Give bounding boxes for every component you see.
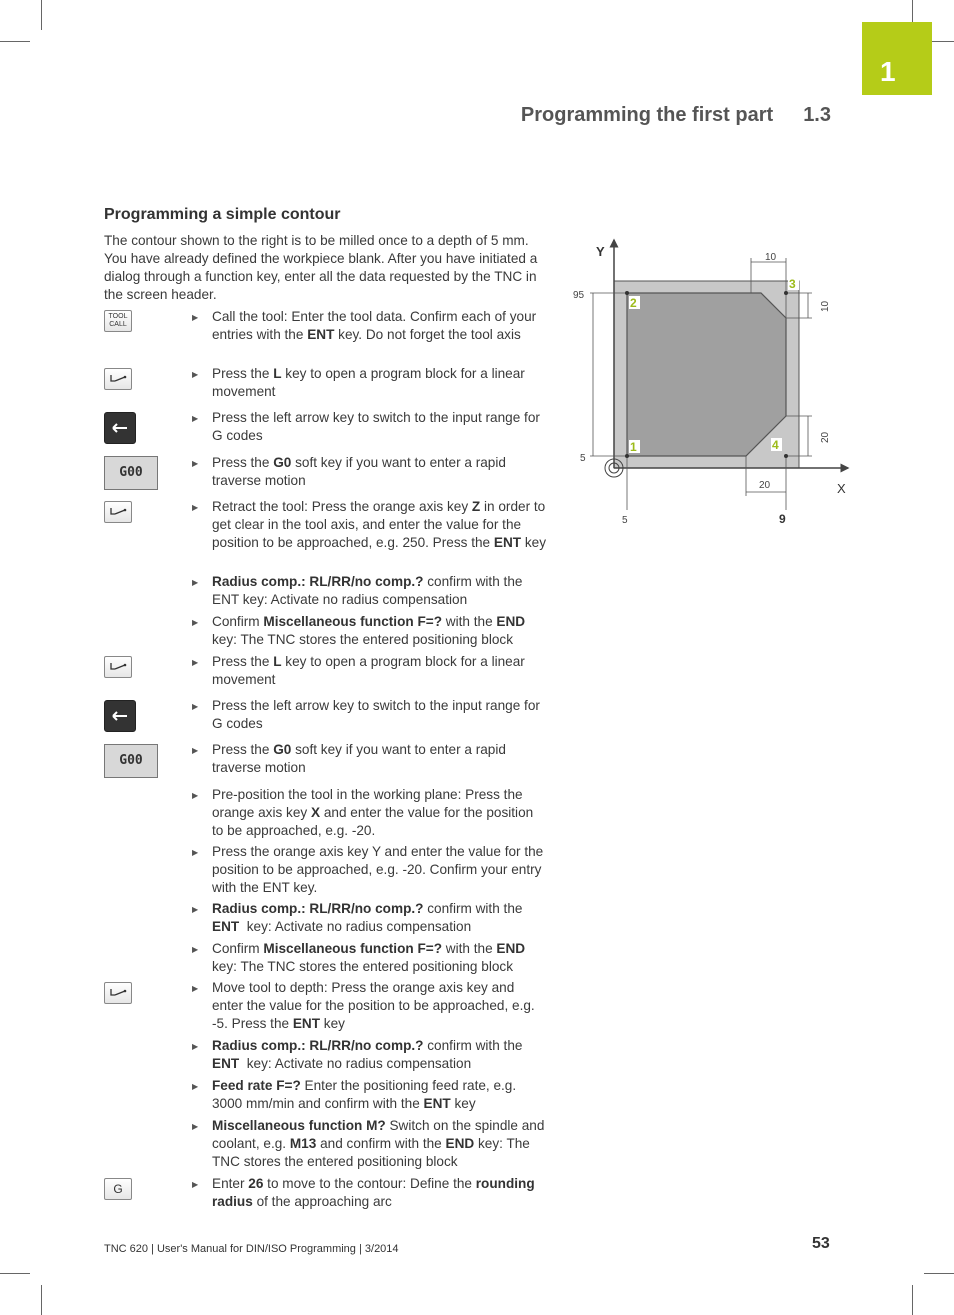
page-number: 53 bbox=[812, 1235, 830, 1252]
dim-20-bottom: 20 bbox=[759, 480, 771, 491]
g-key-icon: G bbox=[104, 1178, 132, 1200]
g00-softkey-icon: G00 bbox=[104, 456, 158, 490]
step-radius-comp: ▶ Radius comp.: RL/RR/no comp.? confirm with the ENT key: Activate no radius compensation bbox=[212, 900, 546, 936]
line-key-icon bbox=[104, 656, 132, 678]
crop-mark bbox=[912, 1285, 913, 1315]
step-preposition-y: ▶ Press the orange axis key Y and enter the value for the position to be approached, e.g. -20. Confirm your entry with the ENT key. bbox=[212, 843, 546, 897]
step-radius-comp: ▶ Radius comp.: RL/RR/no comp.? confirm with the ENT key: Activate no radius compensation bbox=[212, 573, 546, 609]
step-g0: ▶ Press the G0 soft key if you want to enter a rapid traverse motion bbox=[212, 454, 546, 490]
arrow-left-key-icon bbox=[104, 700, 136, 732]
step-radius-comp: ▶ Radius comp.: RL/RR/no comp.? confirm with the ENT key: Activate no radius compensation bbox=[212, 1037, 546, 1073]
dim-5-bottom: 5 bbox=[622, 515, 628, 526]
chapter-number: 1 bbox=[880, 56, 896, 87]
dim-5-left: 5 bbox=[580, 453, 586, 464]
step-press-l: ▶ Press the L key to open a program block for a linear movement bbox=[212, 653, 546, 689]
step-feed-rate: ▶ Feed rate F=? Enter the positioning feed rate, e.g. 3000 mm/min and confirm with the ENT key bbox=[212, 1077, 546, 1113]
step-left-arrow: ▶ Press the left arrow key to switch to the input range for G codes bbox=[212, 409, 546, 445]
dim-95: 95 bbox=[573, 290, 585, 301]
step-tool-call: ▶ Call the tool: Enter the tool data. Confirm each of your entries with the ENT key. Do not forget the tool axis bbox=[212, 308, 546, 344]
crop-mark bbox=[924, 1273, 954, 1274]
crop-mark bbox=[41, 0, 42, 30]
dim-10-top: 10 bbox=[765, 252, 777, 263]
crop-mark bbox=[0, 1273, 30, 1274]
tool-call-key-icon: TOOL CALL bbox=[104, 310, 132, 332]
step-move-depth: ▶ Move tool to depth: Press the orange axis key and enter the value for the position to be approached, e.g. -5. Press the ENT key bbox=[212, 979, 546, 1033]
arrow-left-key-icon bbox=[104, 412, 136, 444]
contour-figure bbox=[560, 232, 860, 532]
g00-softkey-icon: G00 bbox=[104, 744, 158, 778]
line-key-icon bbox=[104, 368, 132, 390]
point-3: 3 bbox=[789, 277, 796, 291]
footer-text: TNC 620 | User's Manual for DIN/ISO Programming | 3/2014 bbox=[104, 1243, 399, 1255]
step-retract: ▶ Retract the tool: Press the orange axis key Z in order to get clear in the tool axis, and enter the value for the position to be approached, e.g. 250. Press the ENT key bbox=[212, 498, 546, 552]
step-misc-function: ▶ Confirm Miscellaneous function F=? with the END key: The TNC stores the entered positioning block bbox=[212, 613, 546, 649]
section-heading: Programming a simple contour bbox=[104, 206, 341, 223]
step-press-l: ▶ Press the L key to open a program block for a linear movement bbox=[212, 365, 546, 401]
step-g0: ▶ Press the G0 soft key if you want to enter a rapid traverse motion bbox=[212, 741, 546, 777]
intro-paragraph: The contour shown to the right is to be milled once to a depth of 5 mm. You have already defined the workpiece blank. After you have initiated a dialog through a function key, enter all the data requested by the TNC in the screen header. bbox=[104, 233, 538, 302]
line-key-icon bbox=[104, 982, 132, 1004]
dim-20-right: 20 bbox=[820, 431, 831, 443]
step-misc-m: ▶ Miscellaneous function M? Switch on the spindle and coolant, e.g. M13 and confirm with the END key: The TNC stores the entered positioning block bbox=[212, 1117, 546, 1171]
dim-10-right: 10 bbox=[820, 300, 831, 312]
point-2: 2 bbox=[630, 296, 637, 310]
x-axis-label: X bbox=[837, 481, 846, 496]
header-section: 1.3 bbox=[803, 104, 831, 126]
step-preposition-x: ▶ Pre-position the tool in the working plane: Press the orange axis key X and enter the value for the position to be approached, e.g. -20. bbox=[212, 786, 546, 840]
header-title: Programming the first part bbox=[520, 104, 774, 126]
step-left-arrow: ▶ Press the left arrow key to switch to the input range for G codes bbox=[212, 697, 546, 733]
step-misc-function: ▶ Confirm Miscellaneous function F=? with the END key: The TNC stores the entered positioning block bbox=[212, 940, 546, 976]
y-axis-label: Y bbox=[596, 244, 605, 259]
contour-outline bbox=[627, 293, 786, 456]
point-4: 4 bbox=[772, 438, 779, 452]
step-enter-26: ▶ Enter 26 to move to the contour: Define the rounding radius of the approaching arc bbox=[212, 1175, 546, 1211]
dim-9: 9 bbox=[779, 512, 786, 526]
running-header bbox=[521, 104, 831, 127]
crop-mark bbox=[0, 41, 30, 42]
line-key-icon bbox=[104, 501, 132, 523]
chapter-tab bbox=[862, 22, 932, 95]
crop-mark bbox=[41, 1285, 42, 1315]
point-1: 1 bbox=[630, 440, 637, 454]
